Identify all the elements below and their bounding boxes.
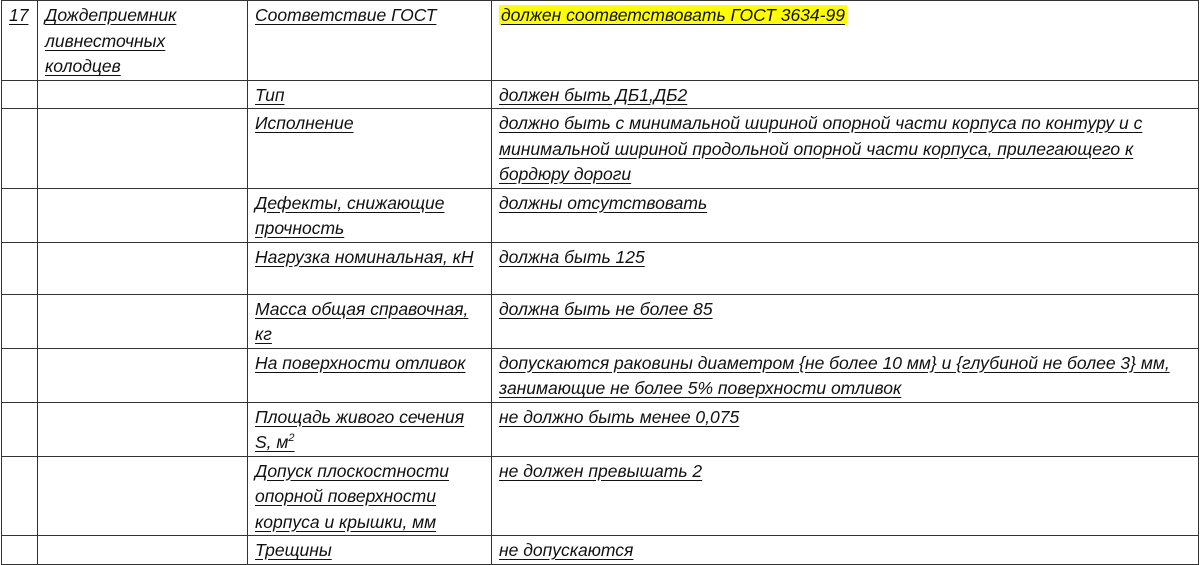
param-cell: Нагрузка номинальная, кН bbox=[248, 242, 492, 294]
empty-cell bbox=[2, 456, 38, 536]
table-row bbox=[2, 80, 1199, 109]
param-cell: Допуск плоскостности опорной поверхности корпуса и крышки, мм bbox=[248, 456, 492, 536]
empty-cell bbox=[38, 188, 248, 242]
empty-cell bbox=[38, 456, 248, 536]
requirement-cell: допускаются раковины диаметром {не более 10 мм} и {глубиной не более 3} мм, занимающие не более 5% поверхности отливок bbox=[492, 348, 1199, 402]
table-row bbox=[2, 188, 1199, 242]
param-cell: Трещины bbox=[248, 536, 492, 565]
requirement-cell: должна быть не более 85 bbox=[492, 294, 1199, 348]
table-row bbox=[2, 109, 1199, 189]
requirement-cell: должно быть с минимальной шириной опорной части корпуса по контуру и с минимальной шириной продольной опорной части корпуса, прилегающего к бордюру дороги bbox=[492, 109, 1199, 189]
empty-cell bbox=[38, 294, 248, 348]
param-text: Площадь живого сечения S, м bbox=[255, 406, 465, 452]
param-cell: Масса общая справочная, кг bbox=[248, 294, 492, 348]
item-name: Дождеприемник ливнесточных колодцев bbox=[38, 1, 248, 81]
empty-cell bbox=[38, 536, 248, 565]
param-cell: Тип bbox=[248, 80, 492, 109]
empty-cell bbox=[38, 242, 248, 294]
table-row bbox=[2, 536, 1199, 565]
requirement-cell: не допускаются bbox=[492, 536, 1199, 565]
row-number: 17 bbox=[2, 1, 38, 81]
empty-cell bbox=[38, 109, 248, 189]
table-row bbox=[2, 242, 1199, 294]
requirement-cell: должны отсутствовать bbox=[492, 188, 1199, 242]
empty-cell bbox=[38, 80, 248, 109]
param-cell: На поверхности отливок bbox=[248, 348, 492, 402]
empty-cell bbox=[38, 402, 248, 456]
param-cell bbox=[248, 402, 492, 456]
empty-cell bbox=[2, 109, 38, 189]
requirement-cell: должна быть 125 bbox=[492, 242, 1199, 294]
empty-cell bbox=[38, 348, 248, 402]
requirement-cell: не должно быть менее 0,075 bbox=[492, 402, 1199, 456]
table-row bbox=[2, 402, 1199, 456]
specification-table bbox=[1, 0, 1199, 565]
requirement-cell: не должен превышать 2 bbox=[492, 456, 1199, 536]
table-row bbox=[2, 1, 1199, 81]
requirement-cell: должен быть ДБ1,ДБ2 bbox=[492, 80, 1199, 109]
requirement-cell bbox=[492, 1, 1199, 81]
table-row bbox=[2, 456, 1199, 536]
empty-cell bbox=[2, 348, 38, 402]
table-row bbox=[2, 348, 1199, 402]
empty-cell bbox=[2, 536, 38, 565]
empty-cell bbox=[2, 294, 38, 348]
param-cell: Соответствие ГОСТ bbox=[248, 1, 492, 81]
empty-cell bbox=[2, 242, 38, 294]
param-cell: Дефекты, снижающие прочность bbox=[248, 188, 492, 242]
empty-cell bbox=[2, 188, 38, 242]
empty-cell bbox=[2, 402, 38, 456]
superscript: 2 bbox=[288, 432, 295, 445]
empty-cell bbox=[2, 80, 38, 109]
highlighted-requirement: должен соответствовать ГОСТ 3634-99 bbox=[501, 5, 845, 25]
table-row bbox=[2, 294, 1199, 348]
param-cell: Исполнение bbox=[248, 109, 492, 189]
